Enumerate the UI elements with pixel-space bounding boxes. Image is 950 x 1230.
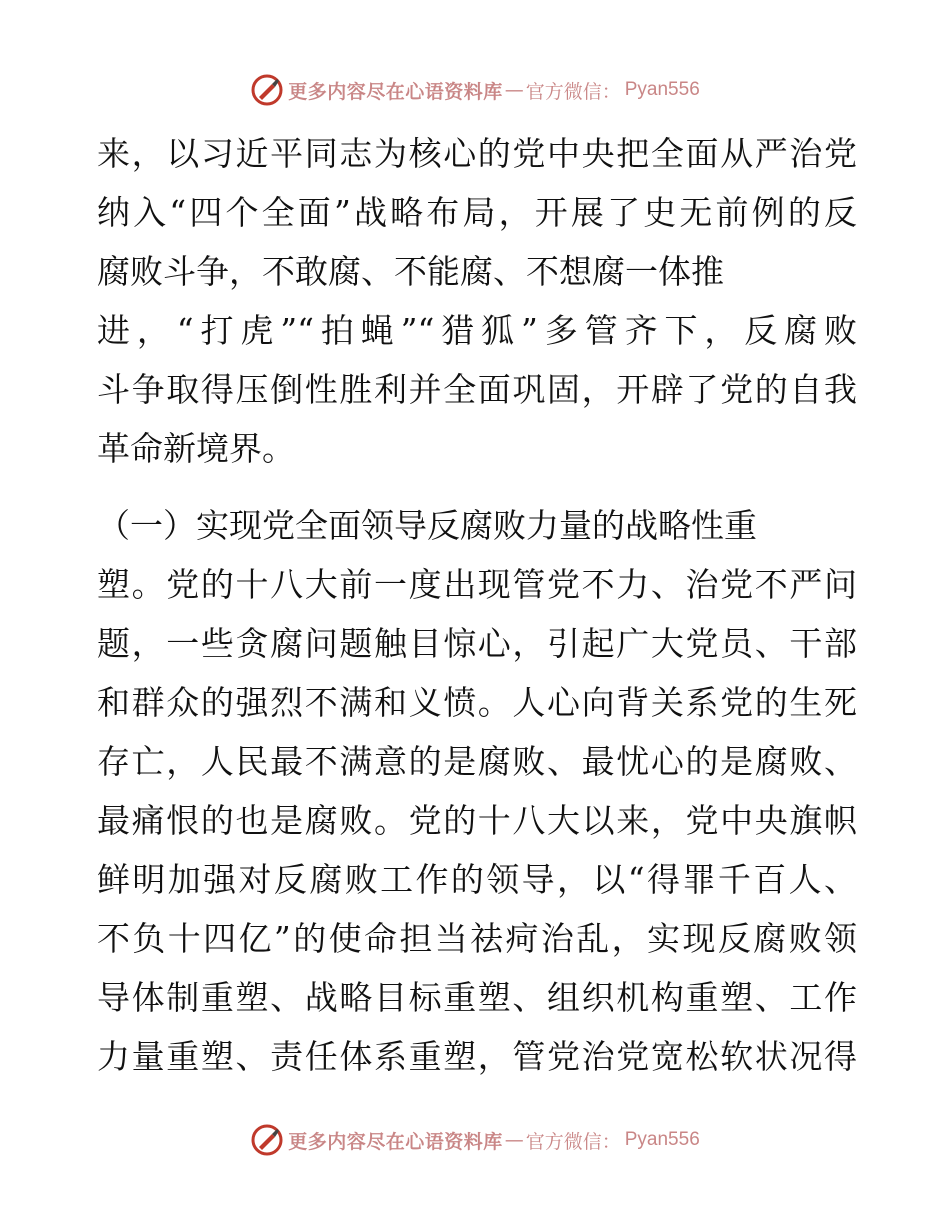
logo-icon xyxy=(250,73,284,107)
text-line: （一）实现党全面领导反腐败力量的战略性重 xyxy=(97,506,757,545)
text-line: 最痛恨的也是腐败。党的十八大以来，党中央旗帜 xyxy=(97,801,857,840)
banner-suffix: 官方微信： xyxy=(525,1130,621,1153)
text-line: 革命新境界。 xyxy=(97,429,295,468)
banner-prefix: 更多内容尽在心语资料库 xyxy=(288,1130,503,1153)
text-line: 斗争取得压倒性胜利并全面巩固，开辟了党的自我 xyxy=(97,370,857,409)
header-watermark-banner xyxy=(0,72,950,108)
paragraph-1 xyxy=(97,124,857,478)
text-line: 鲜明加强对反腐败工作的领导，以“得罪千百人、 xyxy=(97,860,857,899)
document-body xyxy=(97,124,857,1086)
banner-separator: — xyxy=(504,79,524,101)
banner-prefix: 更多内容尽在心语资料库 xyxy=(288,80,503,103)
banner-handle: Pyan556 xyxy=(624,1129,700,1150)
text-line: 塑。党的十八大前一度出现管党不力、治党不严问 xyxy=(97,565,857,604)
text-line: 腐败斗争，不敢腐、不能腐、不想腐一体推 xyxy=(97,252,724,291)
banner-suffix: 官方微信： xyxy=(525,80,621,103)
text-line: 来，以习近平同志为核心的党中央把全面从严治党 xyxy=(97,134,857,173)
text-line: 存亡，人民最不满意的是腐败、最忧心的是腐败、 xyxy=(97,742,857,781)
banner-separator: — xyxy=(504,1129,524,1151)
banner-handle: Pyan556 xyxy=(624,79,700,100)
footer-watermark-banner xyxy=(0,1122,950,1158)
text-line: 力量重塑、责任体系重塑，管党治党宽松软状况得 xyxy=(97,1037,857,1076)
text-line: 不负十四亿”的使命担当祛疴治乱，实现反腐败领 xyxy=(97,919,857,958)
text-line: 和群众的强烈不满和义愤。人心向背关系党的生死 xyxy=(97,683,857,722)
text-line: 进，“打虎”“拍蝇”“猎狐”多管齐下，反腐败 xyxy=(97,311,857,350)
text-line: 题，一些贪腐问题触目惊心，引起广大党员、干部 xyxy=(97,624,857,663)
logo-icon xyxy=(250,1123,284,1157)
text-line: 纳入“四个全面”战略布局，开展了史无前例的反 xyxy=(97,193,857,232)
text-line: 导体制重塑、战略目标重塑、组织机构重塑、工作 xyxy=(97,978,857,1017)
paragraph-2 xyxy=(97,496,857,1086)
